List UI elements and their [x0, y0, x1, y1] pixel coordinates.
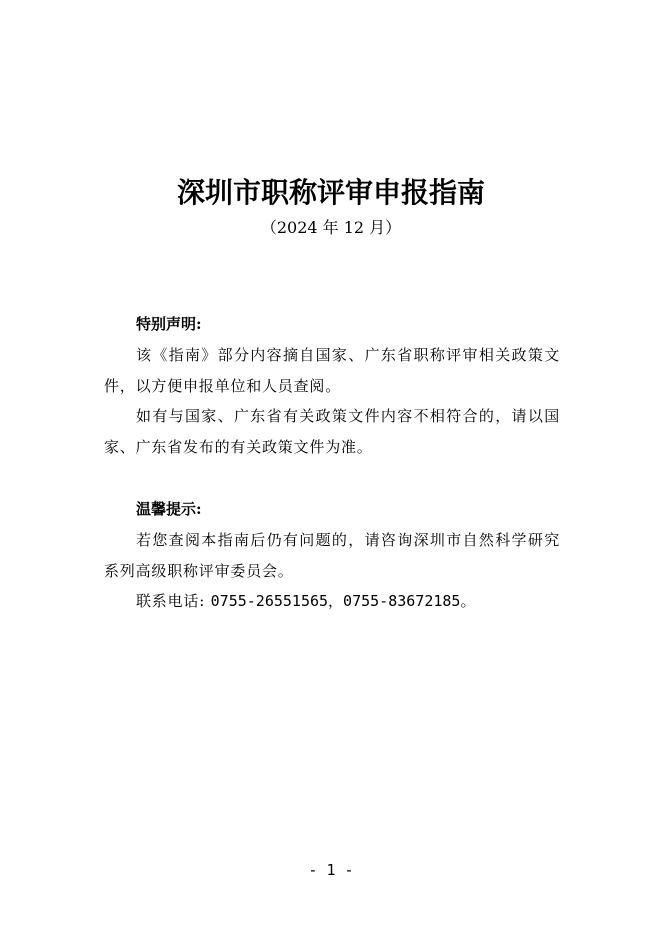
special-statement-heading: 特别声明:: [136, 315, 202, 333]
statement-paragraph-2: 如有与国家、广东省有关政策文件内容不相符合的，请以国家、广东省发布的有关政策文件为准。: [104, 407, 560, 456]
document-title: 深圳市职称评审申报指南: [176, 176, 485, 209]
tips-section: [104, 497, 560, 617]
special-statement-section: [104, 312, 560, 462]
contact-line: [104, 586, 560, 617]
contact-numbers: 0755-26551565，0755-83672185。: [210, 592, 476, 610]
page-number: - 1 -: [308, 861, 354, 879]
document-date: （2024 年 12 月）: [260, 218, 402, 237]
contact-label: 联系电话:: [136, 592, 206, 610]
statement-paragraph-1: 该《指南》部分内容摘自国家、广东省职称评审相关政策文件，以方便申报单位和人员查阅。: [104, 346, 560, 395]
tips-paragraph-1: 若您查阅本指南后仍有问题的，请咨询深圳市自然科学研究系列高级职称评审委员会。: [104, 531, 560, 580]
tips-heading: 温馨提示:: [136, 500, 202, 518]
